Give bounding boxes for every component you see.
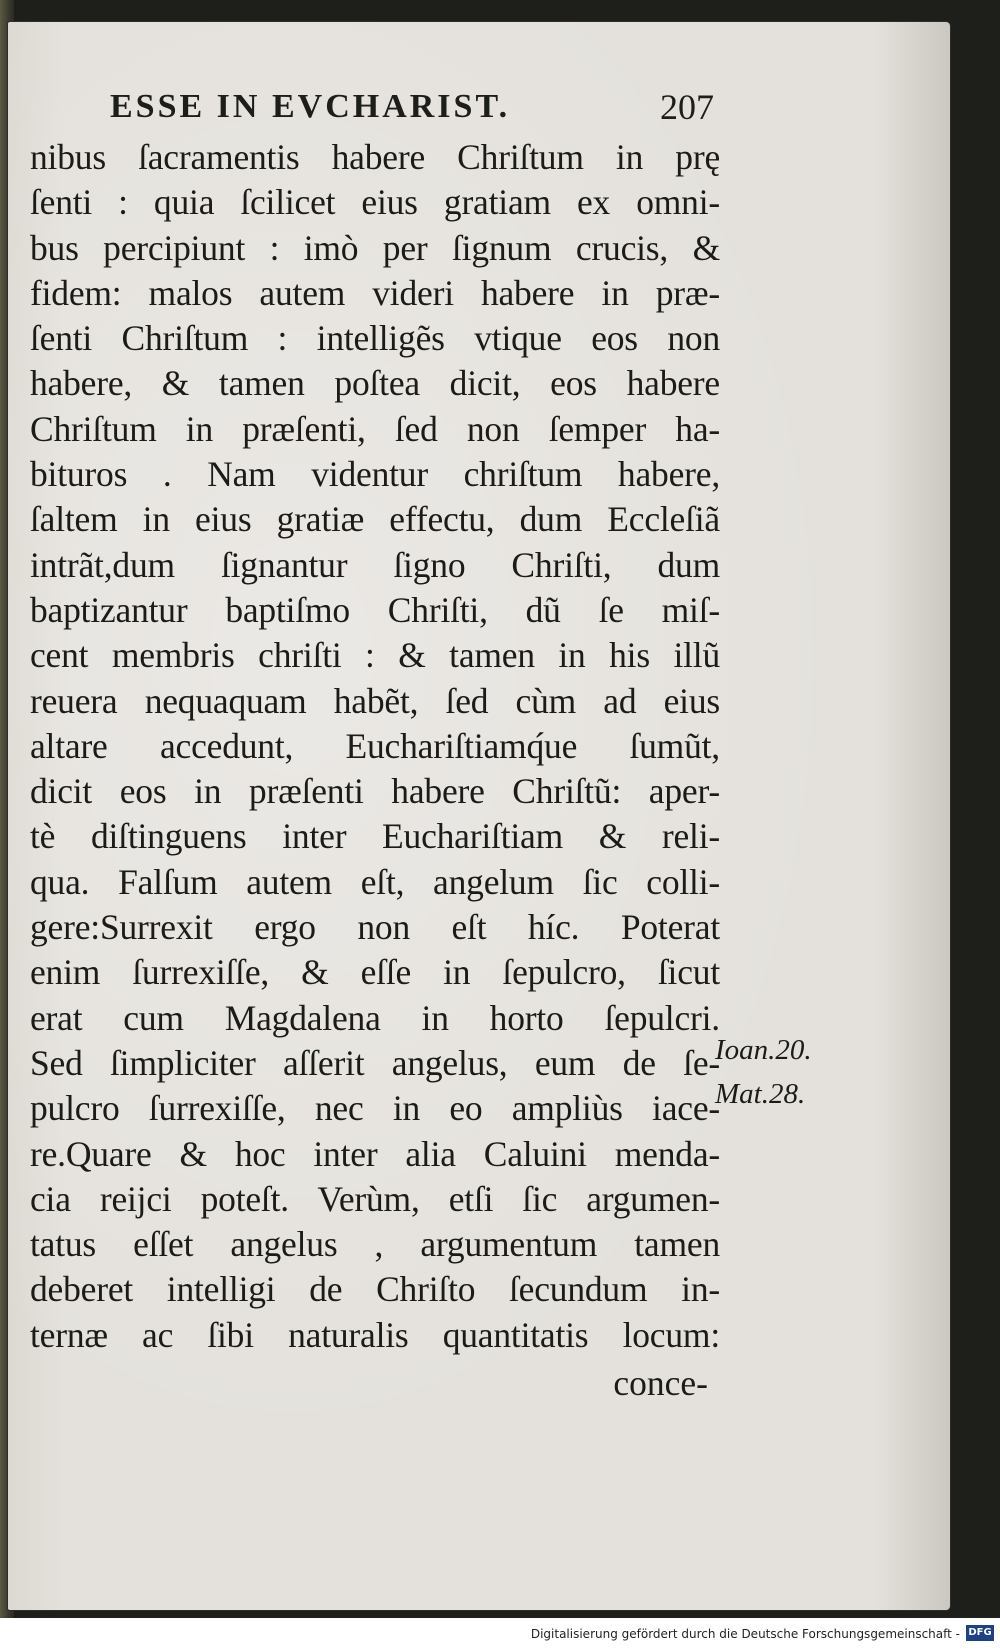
text-line: baptizantur baptiſmo Chriſti, dũ ſe miſ- <box>30 589 720 630</box>
text-line: cent membris chriſti : & tamen in his illũ <box>30 635 720 676</box>
text-line: gere:Surrexit ergo non eſt híc. Poterat <box>30 907 720 948</box>
text-line: re.Quare & hoc inter alia Caluini menda- <box>30 1133 720 1174</box>
text-line: deberet intelligi de Chriſto ſecundum in- <box>30 1269 720 1310</box>
text-line: nibus ſacramentis habere Chriſtum in prę <box>30 137 720 177</box>
text-line: ternæ ac ſibi naturalis quantitatis locum: <box>30 1314 720 1355</box>
catchword: conce- <box>613 1363 708 1403</box>
text-line: bituros . Nam videntur chriſtum habere, <box>30 454 720 495</box>
page-header <box>104 88 714 134</box>
text-line: altare accedunt, Euchariſtiamq́ue ſumũt, <box>30 725 720 766</box>
text-line: ſaltem in eius gratiæ effectu, dum Eccleſiã <box>30 499 720 540</box>
text-line: reuera nequaquam habẽt, ſed cùm ad eius <box>30 680 720 721</box>
text-line: ſenti Chriſtum : intelligẽs vtique eos non <box>30 318 720 359</box>
text-line: enim ſurrexiſſe, & eſſe in ſepulcro, ſicut <box>30 952 720 993</box>
text-line: dicit eos in præſenti habere Chriſtũ: aper- <box>30 771 720 812</box>
text-line: cia reijci poteſt. Verùm, etſi ſic argumen- <box>30 1178 720 1219</box>
text-line: tè diſtinguens inter Euchariſtiam & reli- <box>30 816 720 857</box>
text-line: bus percipiunt : imò per ſignum crucis, & <box>30 227 720 268</box>
text-line: habere, & tamen poſtea dicit, eos habere <box>30 363 720 404</box>
body-text <box>30 135 720 1358</box>
text-line: ſenti : quia ſcilicet eius gratiam ex omni- <box>30 182 720 223</box>
page-number: 207 <box>660 87 714 127</box>
running-head: ESSE IN EVCHARIST. <box>110 88 511 125</box>
text-line: qua. Falſum autem eſt, angelum ſic colli- <box>30 861 720 902</box>
text-line: erat cum Magdalena in horto ſepulcri. <box>30 997 720 1038</box>
text-line: Chriſtum in præſenti, ſed non ſemper ha- <box>30 408 720 449</box>
text-line: Sed ſimpliciter aſſerit angelus, eum de ſe- <box>30 1042 720 1083</box>
text-line: fidem: malos autem videri habere in præ- <box>30 272 720 313</box>
dfg-logo-icon: DFG <box>966 1625 994 1641</box>
margin-note-mat: Mat.28. <box>715 1078 806 1110</box>
digitization-footer <box>0 1618 1000 1650</box>
text-line: intrãt,dum ſignantur ſigno Chriſti, dum <box>30 544 720 585</box>
text-line: tatus eſſet angelus , argumentum tamen <box>30 1224 720 1265</box>
footer-credit: Digitalisierung gefördert durch die Deutsche Forschungsgemeinschaft - <box>530 1627 960 1641</box>
text-line: pulcro ſurrexiſſe, nec in eo ampliùs iace- <box>30 1088 720 1129</box>
margin-note-ioan: Ioan.20. <box>715 1034 812 1066</box>
